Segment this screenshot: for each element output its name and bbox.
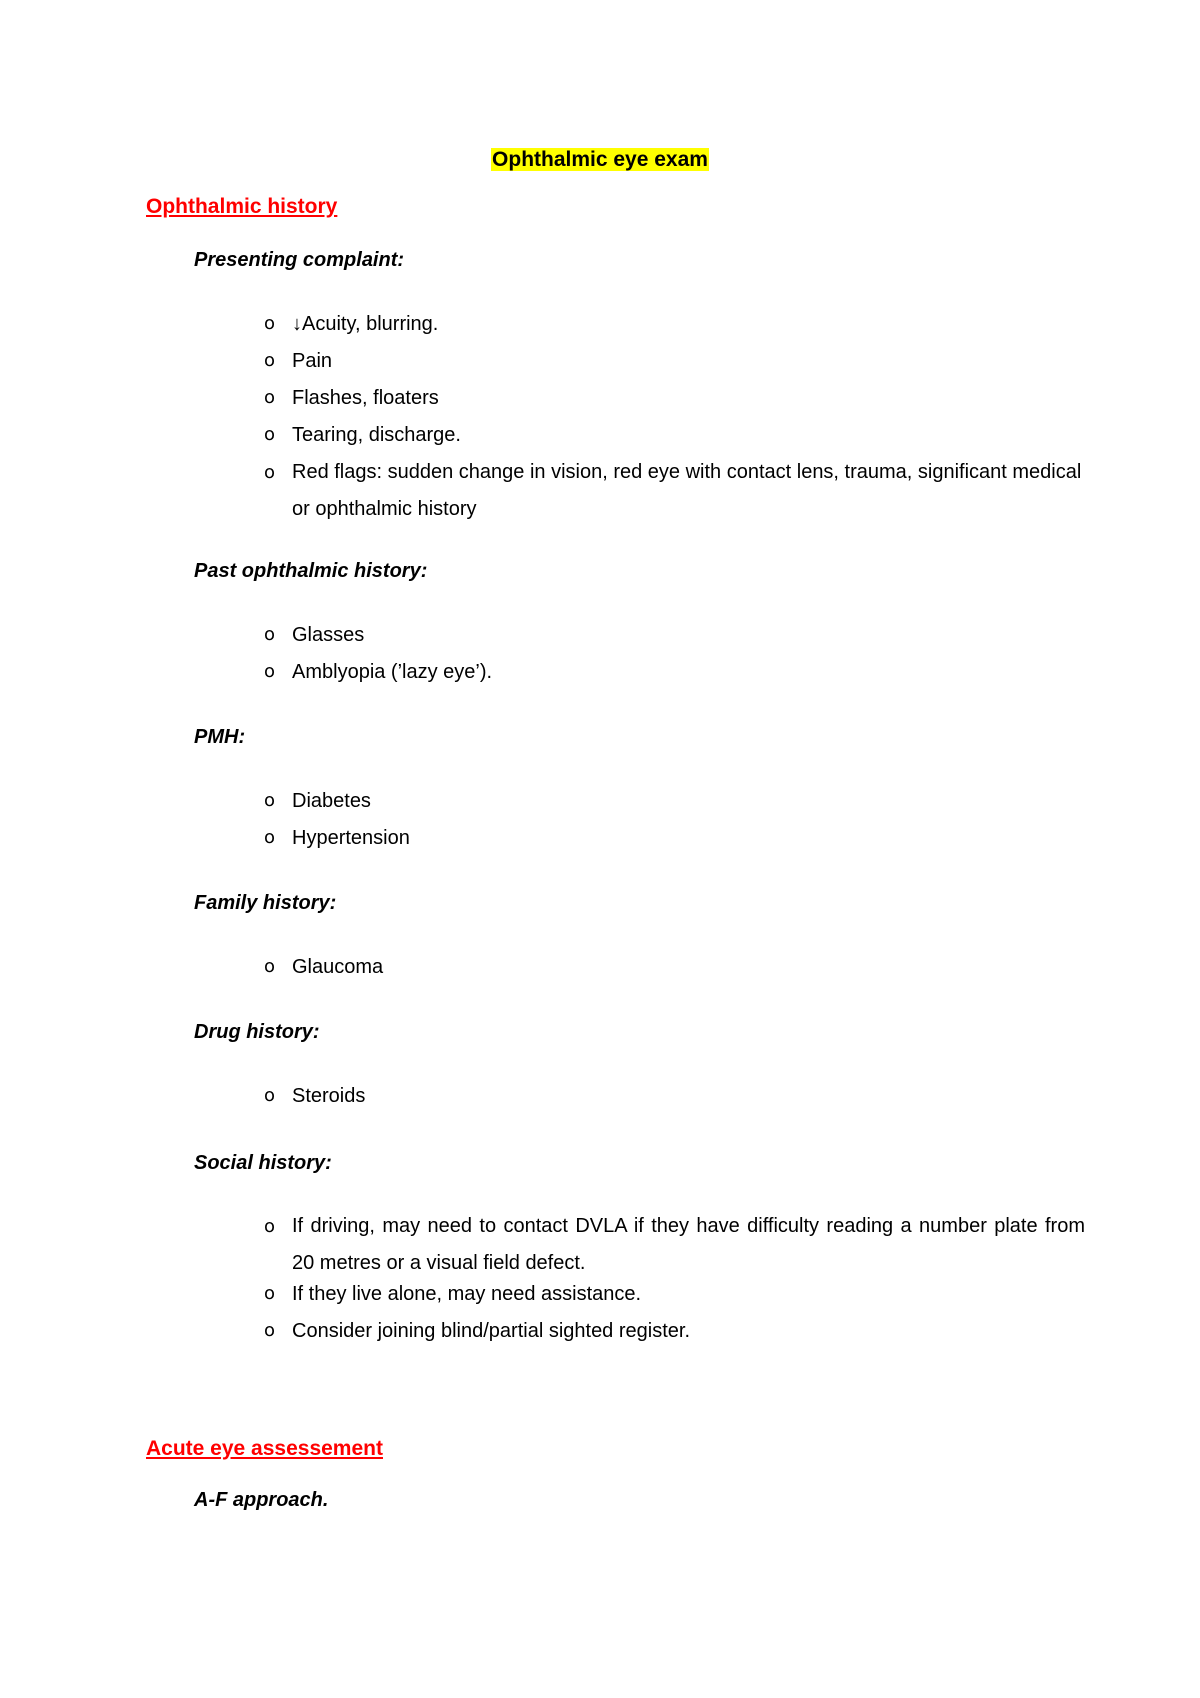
list-family-history — [0, 954, 1085, 991]
list-drug-history — [0, 1083, 1085, 1120]
section-heading-acute-eye-assessement: Acute eye assessement — [146, 1437, 383, 1460]
subheading-past-ophthalmic-history: Past ophthalmic history: — [194, 560, 428, 582]
subheading-a-f-approach: A-F approach. — [194, 1489, 329, 1511]
list-presenting-complaint — [0, 311, 1085, 528]
bullet-icon: o — [264, 1085, 276, 1106]
section-heading-ophthalmic-history: Ophthalmic history — [146, 195, 338, 218]
list-item: o Flashes, floaters — [264, 387, 439, 409]
list-item: o Red flags: sudden change in vision, red eye with contact lens, trauma, significant medical or ophthalmic history — [0, 454, 1085, 528]
list-item: o Steroids — [264, 1085, 366, 1107]
list-item: o If driving, may need to contact DVLA if they have difficulty reading a number plate from 20 metres or a visual field defect. — [0, 1208, 1085, 1282]
bullet-icon: o — [264, 1216, 276, 1237]
bullet-icon: o — [264, 661, 276, 682]
list-item: o Glasses — [264, 624, 365, 646]
subheading-social-history: Social history: — [194, 1152, 332, 1174]
bullet-icon: o — [264, 956, 276, 977]
subheading-pmh: PMH: — [194, 726, 246, 748]
bullet-icon: o — [264, 1283, 276, 1304]
list-item: o Amblyopia (’lazy eye’). — [264, 661, 493, 683]
list-item: o Consider joining blind/partial sighted register. — [264, 1320, 691, 1342]
subheading-family-history: Family history: — [194, 892, 337, 914]
list-item: o Hypertension — [264, 827, 410, 849]
bullet-icon: o — [264, 350, 276, 371]
title-block — [0, 147, 1200, 173]
list-pmh — [0, 788, 1085, 862]
list-item: o If they live alone, may need assistance. — [264, 1283, 642, 1305]
list-item: o Pain — [264, 350, 333, 372]
document-title: Ophthalmic eye exam — [492, 148, 708, 171]
bullet-icon: o — [264, 424, 276, 445]
bullet-icon: o — [264, 624, 276, 645]
list-item: o Tearing, discharge. — [264, 424, 461, 446]
list-item: o ↓Acuity, blurring. — [264, 313, 439, 335]
bullet-icon: o — [264, 1320, 276, 1341]
list-item: o Glaucoma — [264, 956, 384, 978]
subheading-drug-history: Drug history: — [194, 1021, 320, 1043]
bullet-icon: o — [264, 313, 276, 334]
subheading-presenting-complaint: Presenting complaint: — [194, 249, 405, 271]
list-past-ophthalmic-history — [0, 622, 1085, 696]
bullet-icon: o — [264, 827, 276, 848]
bullet-icon: o — [264, 462, 276, 483]
list-item: o Diabetes — [264, 790, 371, 812]
list-social-history — [0, 1208, 1085, 1355]
bullet-icon: o — [264, 387, 276, 408]
bullet-icon: o — [264, 790, 276, 811]
